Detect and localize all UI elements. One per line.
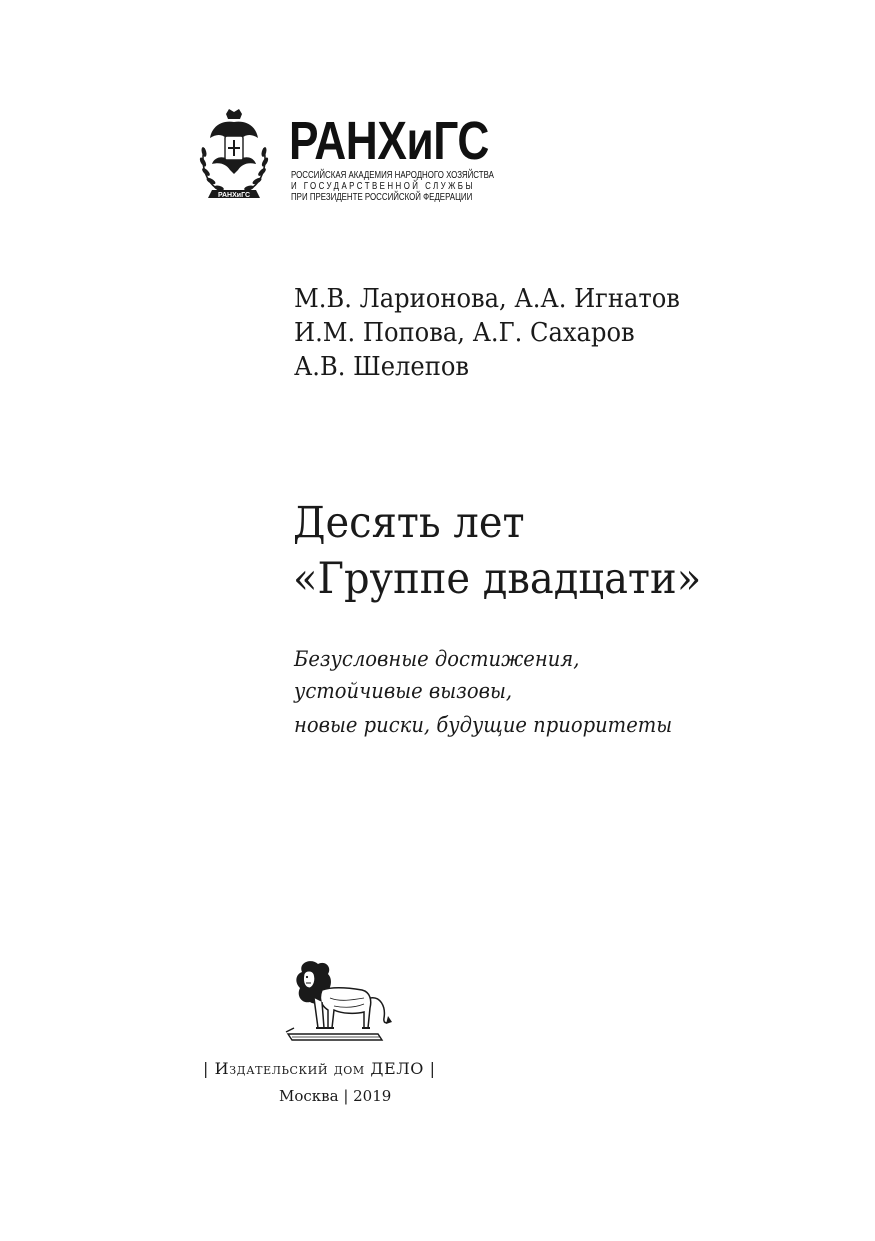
ranepa-full-name-line-3: ПРИ ПРЕЗИДЕНТЕ РОССИЙСКОЙ ФЕДЕРАЦИИ <box>291 192 473 203</box>
authors-line-2: И.М. Попова, А.Г. Сахаров <box>294 318 635 348</box>
book-subtitle-line-2: устойчивые вызовы, <box>294 679 513 703</box>
ranepa-full-name-line-2: И ГОСУДАРСТВЕННОЙ СЛУЖБЫ <box>291 181 475 192</box>
publisher-name: | Издательский дом ДЕЛО | <box>203 1059 436 1078</box>
book-subtitle-line-3: новые риски, будущие приоритеты <box>294 713 673 737</box>
ranepa-full-name-line-1: РОССИЙСКАЯ АКАДЕМИЯ НАРОДНОГО ХОЗЯЙСТВА <box>291 170 494 181</box>
authors-line-3: А.В. Шелепов <box>294 352 469 382</box>
book-title-line-1: Десять лет <box>293 498 525 548</box>
book-subtitle-line-1: Безусловные достижения, <box>294 647 580 671</box>
book-title-line-2: «Группе двадцати» <box>293 554 702 604</box>
authors-line-1: М.В. Ларионова, А.А. Игнатов <box>294 284 680 314</box>
lion-on-book-icon <box>284 958 396 1044</box>
eagle-crest-emblem-icon <box>198 108 270 206</box>
ranepa-abbreviation: РАНХиГС <box>289 111 489 171</box>
city-year: Москва | 2019 <box>279 1087 392 1105</box>
emblem-ribbon-text: РАНХиГС <box>217 192 251 199</box>
